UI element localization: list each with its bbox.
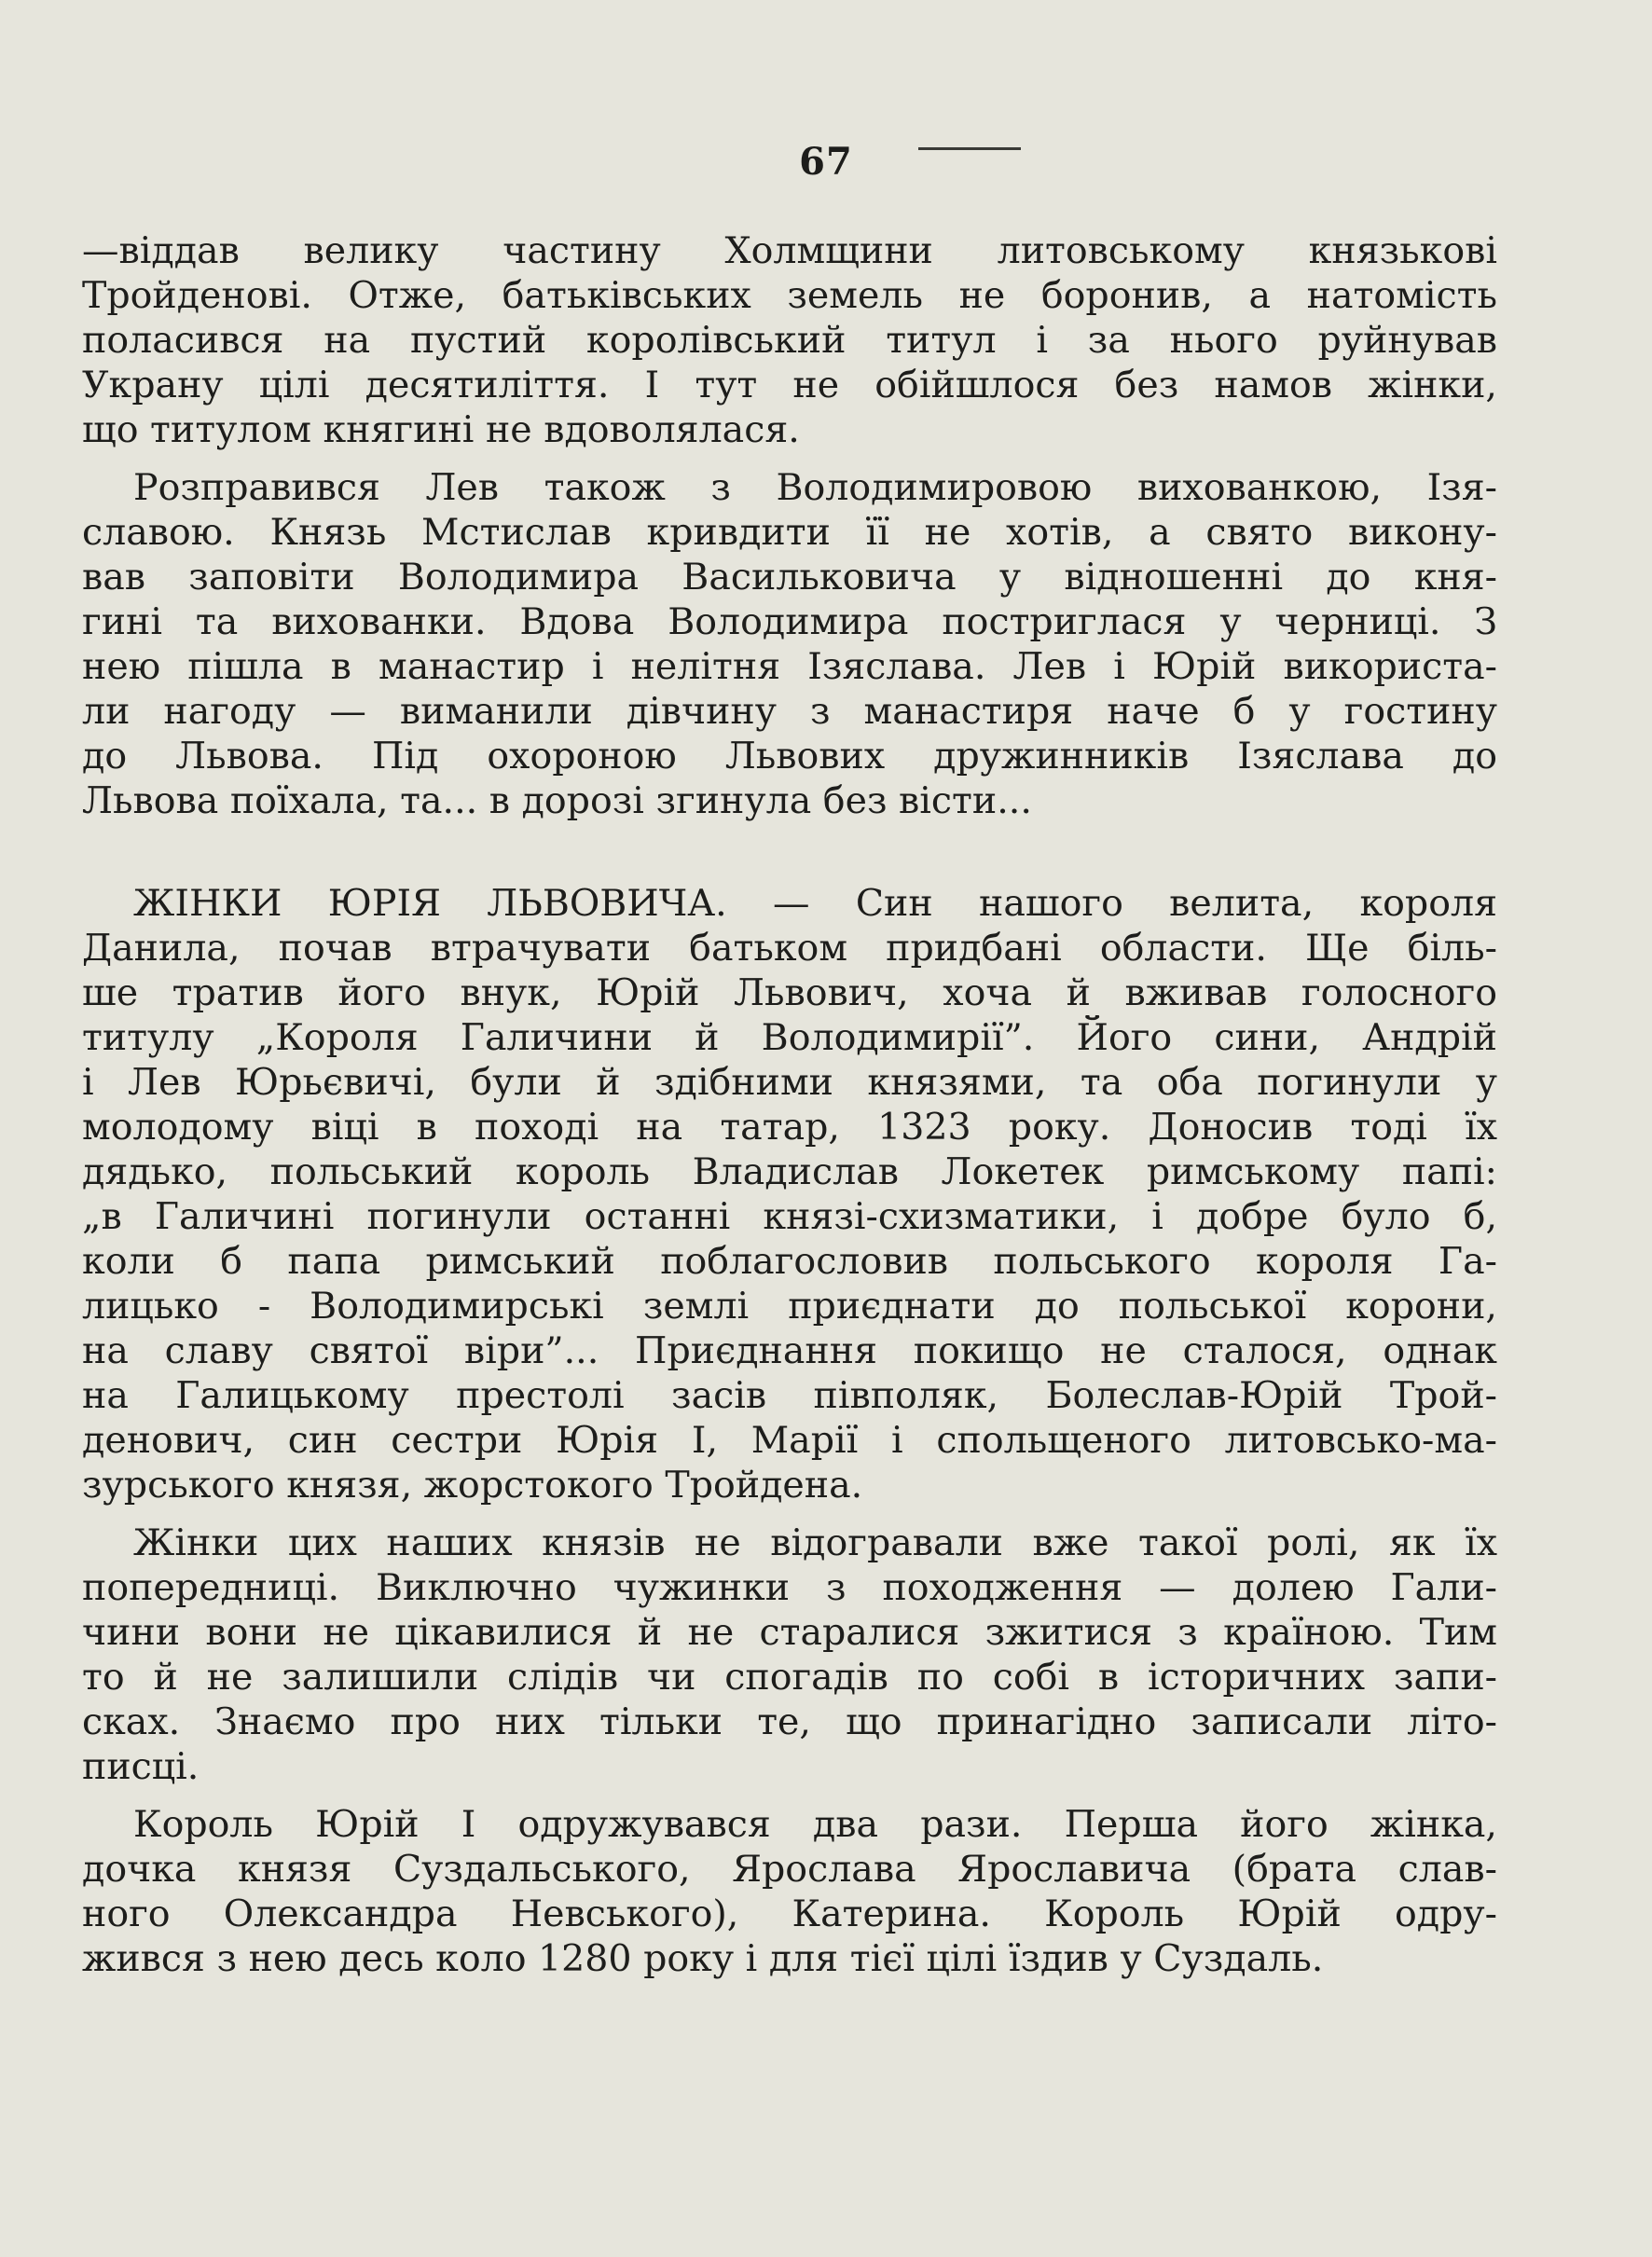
paragraph-gap bbox=[82, 1507, 1497, 1521]
paragraph-gap bbox=[82, 823, 1497, 881]
paragraph-gap bbox=[82, 452, 1497, 465]
text-line: Украну цілі десятиліття. І тут не обійшлося без намов жінки, bbox=[82, 364, 1497, 406]
body-text bbox=[82, 228, 1497, 1981]
text-line: писці. bbox=[82, 1745, 200, 1788]
paragraph bbox=[82, 1521, 1497, 1789]
text-line: попередниці. Виключно чужинки з походження — долею Гали- bbox=[82, 1566, 1497, 1609]
text-line: коли б папа римський поблагословив польського короля Га- bbox=[82, 1240, 1497, 1283]
text-line: на славу святої віри”... Приєднання покищо не сталося, однак bbox=[82, 1329, 1497, 1372]
text-line: денович, син сестри Юрія І, Марії і спольщеного литовсько-ма- bbox=[82, 1419, 1497, 1462]
text-line: Розправився Лев також з Володимировою вихованкою, Ізя- bbox=[133, 466, 1497, 509]
text-line: „в Галичині погинули останні князі-схизматики, і добре було б, bbox=[82, 1195, 1497, 1238]
text-line: дядько, польський король Владислав Локетек римському папі: bbox=[82, 1150, 1497, 1193]
text-line: титулу „Короля Галичини й Володимирії”. Його сини, Андрій bbox=[82, 1016, 1497, 1059]
text-line: і Лев Юрьєвичі, були й здібними князями, та оба погинули у bbox=[82, 1061, 1497, 1104]
text-line: Тройденові. Отже, батьківських земель не боронив, а натомість bbox=[82, 274, 1497, 317]
text-line: Король Юрій І одружувався два рази. Перша його жінка, bbox=[133, 1803, 1497, 1846]
text-line: славою. Князь Мстислав кривдити її не хотів, а свято викону- bbox=[82, 511, 1497, 554]
text-line: чини вони не цікавилися й не старалися зжитися з країною. Тим bbox=[82, 1611, 1497, 1654]
paragraph bbox=[82, 228, 1497, 452]
header-rule bbox=[918, 147, 1021, 150]
text-line: то й не залишили слідів чи спогадів по собі в історичних запи- bbox=[82, 1656, 1497, 1699]
paragraph-gap bbox=[82, 1789, 1497, 1802]
text-line: —віддав велику частину Холмщини литовському князькові bbox=[82, 229, 1497, 272]
paragraph bbox=[82, 1802, 1497, 1981]
text-line: жився з нею десь коло 1280 року і для тієї цілі їздив у Суздаль. bbox=[82, 1937, 1324, 1980]
text-line: зурського князя, жорстокого Тройдена. bbox=[82, 1464, 863, 1507]
text-line: ного Олександра Невського), Катерина. Король Юрій одру- bbox=[82, 1892, 1497, 1935]
text-line: сках. Знаємо про них тільки те, що принагідно записали літо- bbox=[82, 1700, 1497, 1743]
text-line: що титулом княгині не вдоволялася. bbox=[82, 408, 800, 451]
text-line: на Галицькому престолі засів півполяк, Болеслав-Юрій Трой- bbox=[82, 1374, 1497, 1417]
text-line: вав заповіти Володимира Васильковича у відношенні до кня- bbox=[82, 556, 1497, 599]
text-line: Жінки цих наших князів не відогравали вже такої ролі, як їх bbox=[133, 1521, 1497, 1564]
text-line: лицько - Володимирські землі приєднати до польської корони, bbox=[82, 1285, 1497, 1328]
text-line: гині та вихованки. Вдова Володимира постриглася у черниці. З bbox=[82, 600, 1497, 643]
text-line: ше тратив його внук, Юрій Львович, хоча й вживав голосного bbox=[82, 971, 1497, 1014]
page-number: 67 bbox=[799, 140, 853, 184]
paragraph bbox=[82, 465, 1497, 823]
text-line: нею пішла в манастир і нелітня Ізяслава. Лев і Юрій використа- bbox=[82, 645, 1497, 688]
text-line: поласився на пустий королівський титул і за нього руйнував bbox=[82, 319, 1497, 362]
paragraph bbox=[82, 881, 1497, 1507]
text-line: до Львова. Під охороною Львових дружинників Ізяслава до bbox=[82, 735, 1497, 778]
text-line: ЖІНКИ ЮРІЯ ЛЬВОВИЧА. — Син нашого велита, короля bbox=[133, 882, 1497, 925]
text-line: Данила, почав втрачувати батьком придбані области. Ще біль- bbox=[82, 927, 1497, 970]
text-line: молодому віці в поході на татар, 1323 року. Доносив тоді їх bbox=[82, 1106, 1497, 1149]
text-line: дочка князя Суздальського, Ярослава Ярославича (брата слав- bbox=[82, 1848, 1497, 1891]
text-line: Львова поїхала, та... в дорозі згинула без вісти... bbox=[82, 779, 1032, 822]
text-line: ли нагоду — виманили дівчину з манастиря наче б у гостину bbox=[82, 690, 1497, 733]
